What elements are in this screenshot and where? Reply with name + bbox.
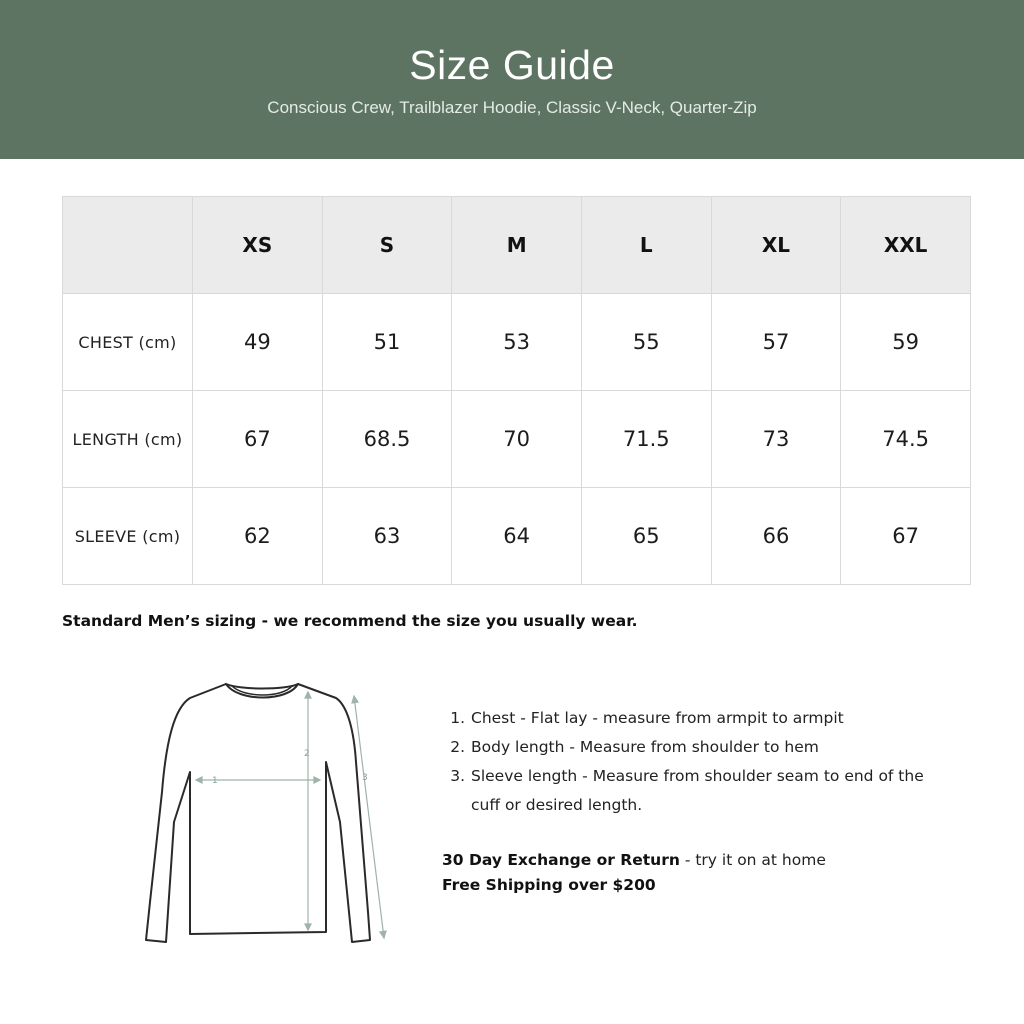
sizing-note: Standard Men’s sizing - we recommend the size you usually wear.: [62, 612, 638, 630]
row-label: SLEEVE (cm): [63, 488, 193, 585]
table-cell: 71.5: [581, 391, 711, 488]
table-cell: 68.5: [322, 391, 452, 488]
size-header-m: M: [452, 197, 582, 294]
size-header-xxl: XXL: [841, 197, 971, 294]
table-cell: 53: [452, 294, 582, 391]
size-header-xl: XL: [711, 197, 841, 294]
corner-cell: [63, 197, 193, 294]
table-cell: 49: [193, 294, 323, 391]
table-cell: 62: [193, 488, 323, 585]
table-cell: 66: [711, 488, 841, 585]
header-banner: [0, 0, 1024, 159]
table-cell: 73: [711, 391, 841, 488]
size-header-s: S: [322, 197, 452, 294]
list-item: 2. Body length - Measure from shoulder to hem: [470, 733, 952, 762]
row-label: CHEST (cm): [63, 294, 193, 391]
instruction-list: [452, 704, 952, 820]
shipping-policy-text: Free Shipping over $200: [442, 876, 656, 894]
size-header-xs: XS: [193, 197, 323, 294]
table-row-length: [63, 391, 971, 488]
diagram-label-2: 2: [304, 749, 310, 759]
table-cell: 70: [452, 391, 582, 488]
policy-info: [442, 848, 826, 898]
sweater-measurement-icon: [140, 672, 400, 952]
size-header-row: [63, 197, 971, 294]
table-cell: 51: [322, 294, 452, 391]
exchange-policy-text: - try it on at home: [679, 851, 826, 869]
table-cell: 67: [841, 488, 971, 585]
table-cell: 59: [841, 294, 971, 391]
table-row-chest: [63, 294, 971, 391]
measurement-instructions: [452, 704, 952, 820]
page-title: Size Guide: [409, 42, 615, 88]
table-cell: 65: [581, 488, 711, 585]
exchange-policy: [442, 848, 826, 873]
shipping-policy: [442, 873, 826, 898]
diagram-label-1: 1: [212, 776, 218, 786]
table-cell: 55: [581, 294, 711, 391]
list-item: 1. Chest - Flat lay - measure from armpit to armpit: [470, 704, 952, 733]
table-cell: 67: [193, 391, 323, 488]
list-item: 3. Sleeve length - Measure from shoulder seam to end of the cuff or desired length.: [470, 762, 952, 820]
diagram-label-3: 3: [362, 773, 368, 783]
row-label: LENGTH (cm): [63, 391, 193, 488]
page-subtitle: Conscious Crew, Trailblazer Hoodie, Classic V-Neck, Quarter-Zip: [267, 98, 757, 117]
table-cell: 74.5: [841, 391, 971, 488]
table-row-sleeve: [63, 488, 971, 585]
size-header-l: L: [581, 197, 711, 294]
table-cell: 63: [322, 488, 452, 585]
table-cell: 64: [452, 488, 582, 585]
exchange-policy-bold: 30 Day Exchange or Return: [442, 851, 680, 869]
table-cell: 57: [711, 294, 841, 391]
size-chart-table: [62, 196, 971, 585]
